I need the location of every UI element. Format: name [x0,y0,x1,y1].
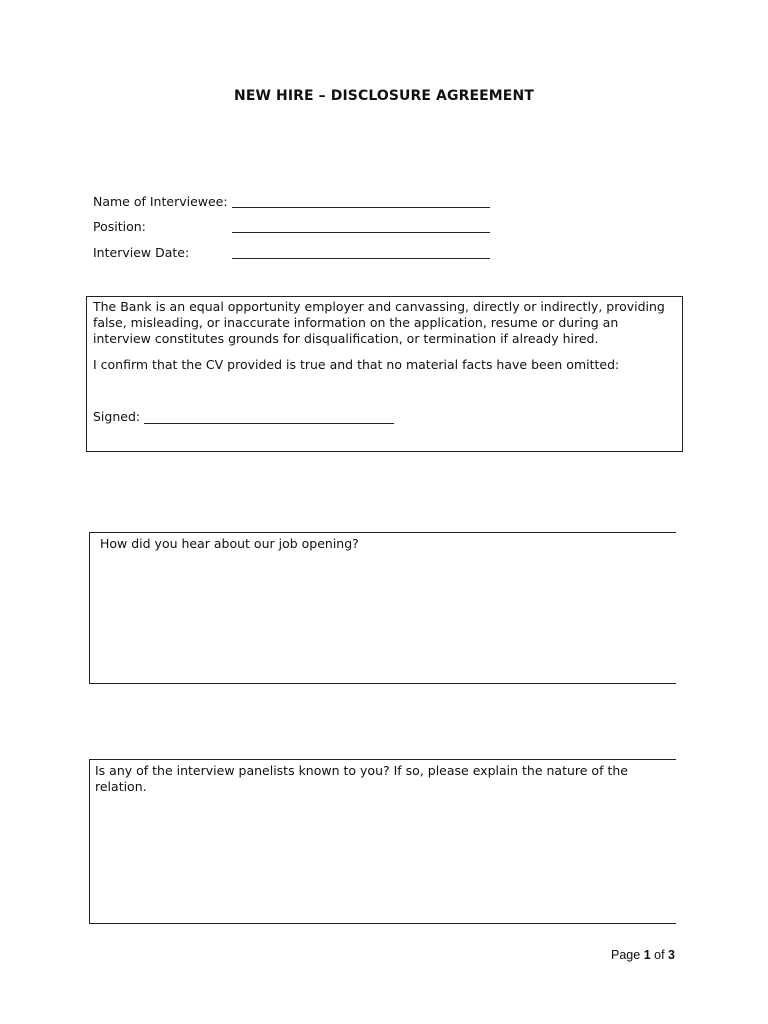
interview-date-field[interactable] [232,258,490,259]
interview-date-label: Interview Date: [93,245,190,260]
question-job-opening: How did you hear about our job opening? [100,536,359,551]
of-word: of [654,948,665,962]
total-pages: 3 [668,948,675,962]
question-box-job-opening[interactable] [89,532,676,684]
interviewee-name-label: Name of Interviewee: [93,194,228,209]
page-word: Page [611,948,641,962]
question-panelists: Is any of the interview panelists known to you? If so, please explain the nature of the relation. [95,763,628,794]
interviewee-name-field[interactable] [232,207,490,208]
signature-field[interactable] [144,423,394,424]
current-page: 1 [643,948,651,962]
signed-label: Signed: [93,409,141,424]
page-number [611,948,675,962]
position-label: Position: [93,219,146,234]
document-title: NEW HIRE – DISCLOSURE AGREEMENT [234,88,534,104]
agreement-statement: The Bank is an equal opportunity employer and canvassing, directly or indirectly, providing false, misleading, or inaccurate information on the application, resume or during an interview constitutes grounds for disqualification, or termination if already hired. [93,299,665,346]
question-box-panelists[interactable] [89,759,676,924]
position-field[interactable] [232,232,490,233]
confirmation-statement: I confirm that the CV provided is true and that no material facts have been omitted: [93,357,620,372]
signature-row [93,409,394,424]
agreement-box [86,296,683,452]
